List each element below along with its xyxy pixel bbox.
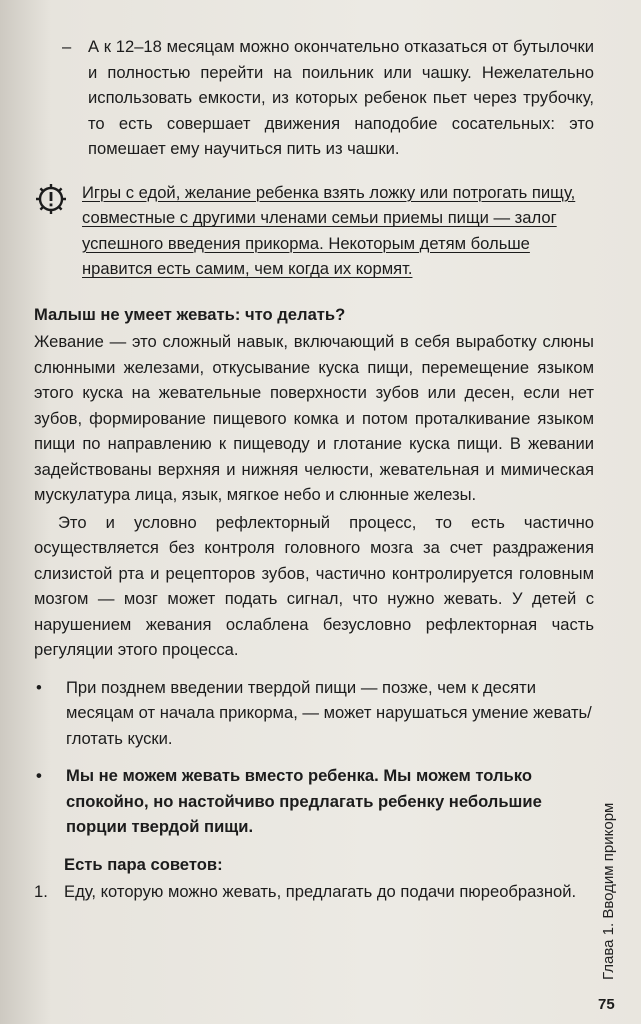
bullet-marker: • <box>36 766 42 785</box>
numbered-item <box>34 879 594 905</box>
tips-heading: Есть пара советов: <box>64 854 223 874</box>
dash-marker: – <box>62 37 72 56</box>
dash-item-text: А к 12–18 месяцам можно окончательно отказаться от бутылочки и полностью перейти на поильник или чашку. Нежелательно использовать емкости, из которых ребенок пьет через трубочку, то есть совершает движения наподобие сосательных: это помешает ему научиться пить из чашки. <box>88 37 594 158</box>
bullet-item <box>34 675 594 752</box>
attention-gear-icon <box>34 180 82 282</box>
bullet-marker: • <box>36 677 42 697</box>
bullet-item <box>34 763 594 840</box>
chapter-side-label: Глава 1. Вводим прикорм <box>600 802 617 980</box>
number-marker: 1. <box>34 882 48 901</box>
bullet-text: Мы не можем жевать вместо ребенка. Мы можем только спокойно, но настойчиво предлагать ребенку небольшие порции твердой пищи. <box>66 766 542 836</box>
page-content <box>34 34 594 905</box>
paragraph-chewing-definition: Жевание — это сложный навык, включающий в себя выработку слюны слюнными железами, откусывание куска пищи, перемещение языком этого куска на жевательные поверхности зубов или десен, если нет зубов, формирование пищевого комка и потом проталкивание языком пищи по направлению к пищеводу и глотание куска пищи. В жевании задействованы верхняя и нижняя челюсти, жевательная и мимическая мускулатура лица, язык, мягкое небо и слюнные железы. <box>34 332 594 504</box>
page-number: 75 <box>598 996 615 1013</box>
bullet-text: При позднем введении твердой пищи — позже, чем к десяти месяцам от начала прикорма, — может нарушаться умение жевать/глотать куски. <box>66 677 592 748</box>
dash-list-item <box>62 34 594 162</box>
paragraph-reflex: Это и условно рефлекторный процесс, то есть частично осуществляется без контроля головного мозга за счет раздражения слизистой рта и рецепторов зубов, частично контролируется головным мозгом — мозг может подать сигнал, что нужно жевать. У детей с нарушением жевания ослаблена безусловно рефлекторная часть регуляции этого процесса. <box>34 512 594 659</box>
section-heading: Малыш не умеет жевать: что делать? <box>34 304 346 324</box>
numbered-text: Еду, которую можно жевать, предлагать до подачи пюреобразной. <box>64 882 577 901</box>
attention-note <box>34 180 594 282</box>
note-text: Игры с едой, желание ребенка взять ложку или потрогать пищу, совместные с другими членами семьи приемы пищи — залог успешного введения прикорма. Некоторым детям больше нравится есть самим, чем когда их кормят. <box>82 182 576 278</box>
